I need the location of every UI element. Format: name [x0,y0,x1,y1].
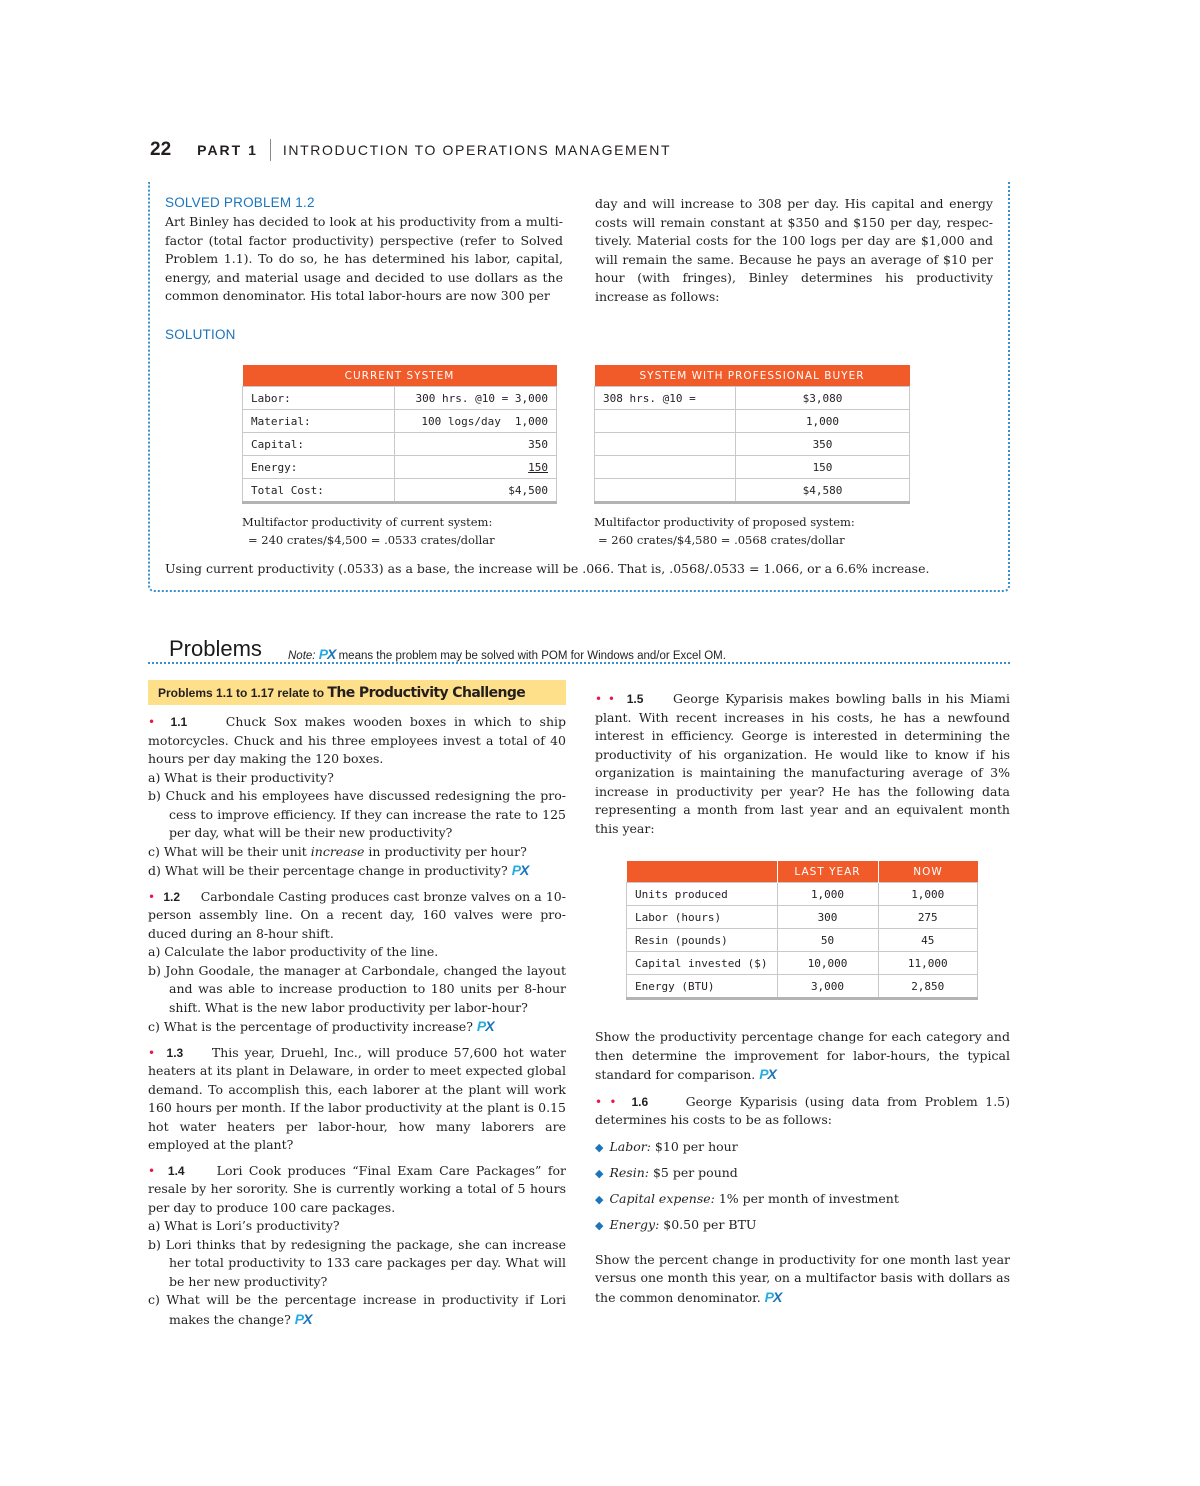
diamond-bullet-icon: ◆ [595,1140,604,1154]
problems-divider [148,662,1010,664]
table-row: Total Cost: $4,500 [243,479,557,503]
problem-1-5: • • 1.5 George Kyparisis makes bowling balls in his Miami plant. With recent increases in his costs, he has a newfound interest in efficiency. George is interested in determining the productivity of his organization. He would like to know if his organization is maintaining the manufacturing average of 3% increase in productivity per year? He has the following data representing a month from last year and an equivalent month this year: [595,691,1010,836]
difficulty-dot: • [148,1163,156,1178]
px-icon: PX [294,1310,312,1327]
current-mfp-line1: Multifactor productivity of current system: [242,515,493,529]
table-row: $4,580 [595,479,910,503]
relate-title: The Productivity Challenge [327,685,526,701]
proposed-system-table [594,365,910,504]
problem-1-5-table: LAST YEAR NOW Units produced 1,000 1,000 Labor (hours) 300 275 Resin (pounds) 50 45 Capital invested ($) 10,000 11,000 Energy (BTU) 3,000 2,850 [626,861,978,1000]
table-row: 308 hrs. @10 = $3,080 [595,387,910,410]
difficulty-dots: • • [595,692,615,706]
current-system-header: CURRENT SYSTEM [243,365,557,387]
list-item: ◆ Resin: $5 per pound [595,1164,738,1180]
difficulty-dot: • [148,715,156,729]
table-row: Energy: 150 [243,456,557,479]
part-title: INTRODUCTION TO OPERATIONS MANAGEMENT [282,142,672,158]
diamond-bullet-icon: ◆ [595,1218,604,1232]
px-icon: PX [476,1018,494,1034]
problems-note: Note: PX means the problem may be solved with POM for Windows and/or Excel OM. [288,646,726,662]
relate-text: Problems 1.1 to 1.17 relate to The Productivity Challenge [158,685,526,701]
problem-1-3: • 1.3 This year, Druehl, Inc., will produce 57,600 hot water heaters at its plant in Delaware, in order to meet expected global demand. To accomplish this, each laborer at the plant will work 160 hours per month. If the labor productivity at the plant is 0.15 hot water heaters per labor-hour, how many laborers are employed at the plant? [148,1044,566,1152]
proposed-mfp-line1: Multifactor productivity of proposed system: [594,515,855,529]
difficulty-dots: • • [595,1094,617,1109]
proposed-system-header: SYSTEM WITH PROFESSIONAL BUYER [595,365,910,387]
solution-conclusion: Using current productivity (.0533) as a base, the increase will be .066. That is, .0568/.0533 = 1.066, or a 6.6% increase. [165,561,930,576]
px-icon: PX [764,1288,782,1305]
problems-heading: Problems [169,636,262,661]
problem-1-6: • • 1.6 George Kyparisis (using data from Problem 1.5) determines his costs to be as follows: ◆ Labor: $10 per hour ◆ Resin: $5 per pound ◆ Capital expense: 1% per month of investment ◆ Energy: $0.50 per BTU Show the percent change in productivity for one month last year versus one month this year, on a multifactor basis with dollars as the common denominator. PX [595,1093,1010,1305]
px-icon: PX [511,862,529,878]
px-icon: PX [759,1066,776,1082]
table-row: Capital: 350 [243,433,557,456]
running-head [150,138,671,162]
table-row: Capital invested ($) 10,000 11,000 [627,952,978,975]
problems-right-column [595,690,1010,838]
list-item: ◆ Labor: $10 per hour [595,1138,738,1154]
table-row: Units produced 1,000 1,000 [627,883,978,906]
table-row: 1,000 [595,410,910,433]
part-label: PART 1 [197,142,258,158]
current-system-table [242,365,557,504]
solved-problem-title: SOLVED PROBLEM 1.2 [165,195,315,210]
problem-1-2: • 1.2 Carbondale Casting produces cast bronze valves on a 10-person assembly line. On a recent day, 160 valves were pro-duced during an 8-hour shift. a) Calculate the labor productivity of the line. b) John Goodale, the manager at Carbondale, changed the layout and was able to increase production to 180 units per 8-hour shift. What is the new labor productivity per labor-hour? c) What is the percentage of productivity increase? PX [148,888,566,1034]
diamond-bullet-icon: ◆ [595,1166,604,1180]
solved-problem-left-text: Art Binley has decided to look at his productivity from a multi-factor (total factor productivity) perspective (refer to Solved Problem 1.1). To do so, he has determined his labor, capital, energy, and material usage and decided to use dollars as the common denominator. His total labor-hours are now 300 per [165,214,563,303]
table-row: Energy (BTU) 3,000 2,850 [627,975,978,999]
px-icon: PX [318,646,336,662]
list-item: ◆ Energy: $0.50 per BTU [595,1216,757,1232]
diamond-bullet-icon: ◆ [595,1192,604,1206]
proposed-mfp-line2: = 260 crates/$4,580 = .0568 crates/dollar [598,533,845,547]
table-row: Material: 100 logs/day 1,000 [243,410,557,433]
table-row: Labor (hours) 300 275 [627,906,978,929]
table-row: 350 [595,433,910,456]
problems-right-column-lower: Show the productivity percentage change for each category and then determine the improvement for labor-hours, the typical standard for comparison. PX • • 1.6 George Kyparisis (using data from Problem 1.5) determines his costs to be as follows: ◆ Labor: $10 per hour ◆ Resin: $5 per pound ◆ Capital expense: 1% per month of investment ◆ Energy: $0.50 per BTU Show the percent change in productivity for one month last year versus one month this year, on a multifactor basis with dollars as the common denominator. PX [595,1028,1010,1307]
problems-left-column [148,713,566,1336]
current-mfp-line2: = 240 crates/$4,500 = .0533 crates/dollar [248,533,495,547]
table-row: 150 [595,456,910,479]
difficulty-dot: • [148,889,156,904]
problem-1-1: • 1.1 Chuck Sox makes wooden boxes in which to ship motorcycles. Chuck and his three employees invest a total of 40 hours per day making the 120 boxes. a) What is their productivity? b) Chuck and his employees have discussed redesigning the pro-cess to improve efficiency. If they can increase the rate to 125 per day, what will be their new productivity? c) What will be their unit increase in productivity per hour? d) What will be their percentage change in productivity? PX [148,714,567,878]
table-row: Labor: 300 hrs. @10 = 3,000 [243,387,557,410]
difficulty-dot: • [148,1045,156,1060]
problem-1-4: • 1.4 Lori Cook produces “Final Exam Care Packages” for resale by her sorority. She is currently working a total of 5 hours per day to produce 100 care packages. a) What is Lori’s productivity? b) Lori thinks that by redesigning the package, she can increase her total productivity to 133 care packages per day. What will be her new productivity? c) What will be the percentage increase in productivity if Lori makes the change? PX [148,1162,566,1327]
solved-problem-right-text: day and will increase to 308 per day. His capital and energy costs will remain constant at $350 and $150 per day, respec-tively. Material costs for the 100 logs per day are $1,000 and will remain the same. Because he pays an average of $10 per hour (with fringes), Binley determines his productivity increase as follows: [595,196,993,304]
list-item: ◆ Capital expense: 1% per month of investment [595,1190,899,1206]
page-number: 22 [150,139,172,160]
header-divider [270,139,271,161]
table-row: Resin (pounds) 50 45 [627,929,978,952]
solution-label: SOLUTION [165,327,236,342]
